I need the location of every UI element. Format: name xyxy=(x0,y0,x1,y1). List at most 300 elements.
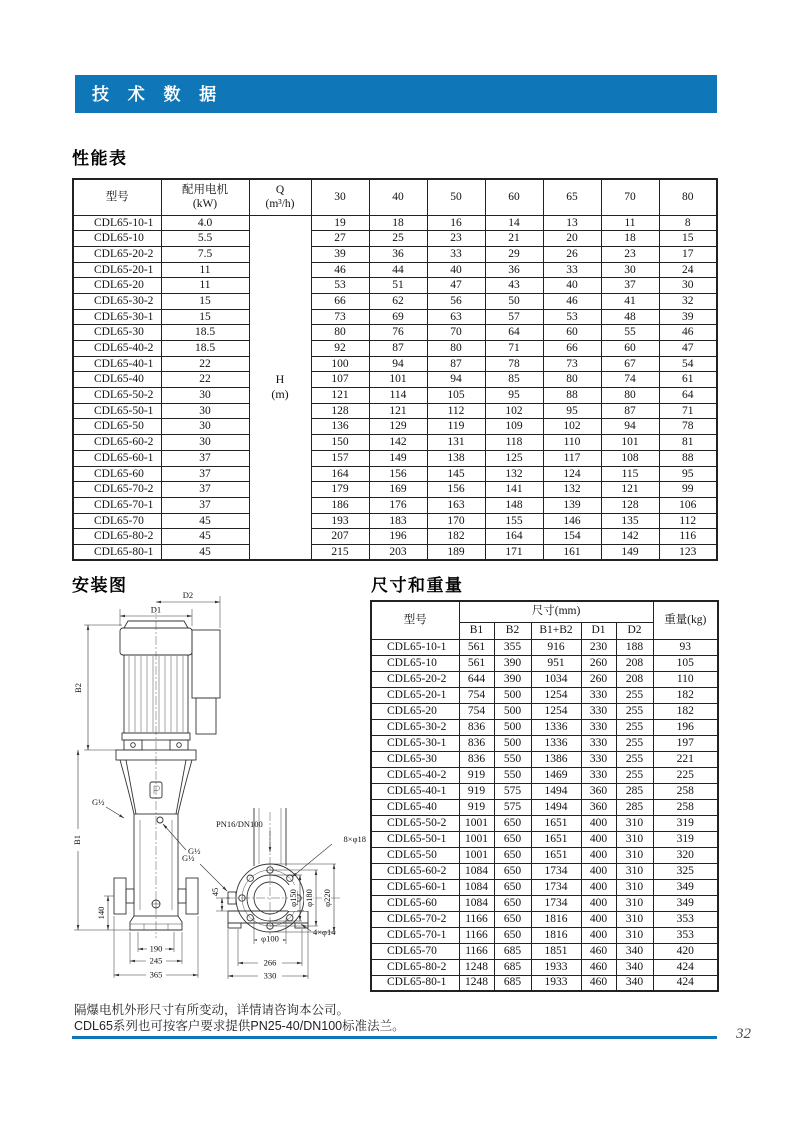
power-cell: 37 xyxy=(161,466,249,482)
model-cell: CDL65-20 xyxy=(73,278,161,294)
size-cell: 310 xyxy=(616,815,653,831)
flange-end-view xyxy=(182,808,366,981)
dim-label-45: 45 xyxy=(210,887,220,897)
size-cell: 310 xyxy=(616,831,653,847)
dimensions-row xyxy=(371,927,718,943)
head-value-cell: 47 xyxy=(659,341,717,357)
head-value-cell: 87 xyxy=(369,341,427,357)
footnote-2: CDL65系列也可按客户要求提供PN25-40/DN100标准法兰。 xyxy=(74,1019,405,1033)
head-value-cell: 176 xyxy=(369,497,427,513)
dimensions-row xyxy=(371,863,718,879)
model-cell: CDL65-40-2 xyxy=(371,767,459,783)
dim-label-180: φ180 xyxy=(304,889,314,907)
head-value-cell: 71 xyxy=(659,403,717,419)
size-cell: 1933 xyxy=(531,959,581,975)
size-cell: 390 xyxy=(494,655,531,671)
model-cell: CDL65-70-2 xyxy=(371,911,459,927)
head-value-cell: 23 xyxy=(601,246,659,262)
dimensions-row xyxy=(371,671,718,687)
model-cell: CDL65-50 xyxy=(371,847,459,863)
power-cell: 11 xyxy=(161,278,249,294)
performance-row xyxy=(73,466,717,482)
head-value-cell: 150 xyxy=(311,435,369,451)
weight-cell: 182 xyxy=(653,687,718,703)
motor-label: 配用电机 xyxy=(182,183,228,196)
head-value-cell: 105 xyxy=(427,388,485,404)
size-cell: 208 xyxy=(616,671,653,687)
dim-label-d2: D2 xyxy=(182,590,194,600)
performance-row xyxy=(73,215,717,231)
size-cell: 255 xyxy=(616,703,653,719)
head-value-cell: 74 xyxy=(601,372,659,388)
size-cell: 400 xyxy=(581,847,616,863)
head-value-cell: 100 xyxy=(311,356,369,372)
size-cell: 1248 xyxy=(459,959,494,975)
head-value-cell: 29 xyxy=(485,246,543,262)
dimensions-row xyxy=(371,783,718,799)
h-label: H xyxy=(275,372,285,387)
size-cell: 561 xyxy=(459,639,494,655)
size-cell: 1001 xyxy=(459,847,494,863)
size-cell: 400 xyxy=(581,815,616,831)
dimensions-row xyxy=(371,767,718,783)
col-b2: B2 xyxy=(494,622,531,639)
size-cell: 685 xyxy=(494,975,531,991)
dimensions-row xyxy=(371,751,718,767)
head-value-cell: 182 xyxy=(427,529,485,545)
model-cell: CDL65-20 xyxy=(371,703,459,719)
size-cell: 919 xyxy=(459,783,494,799)
head-value-cell: 80 xyxy=(427,341,485,357)
dim-label-365: 365 xyxy=(149,969,163,980)
head-value-cell: 125 xyxy=(485,450,543,466)
size-cell: 550 xyxy=(494,767,531,783)
head-value-cell: 149 xyxy=(601,544,659,560)
dim-label-330: 330 xyxy=(263,970,277,981)
head-value-cell: 15 xyxy=(659,231,717,247)
head-value-cell: 99 xyxy=(659,482,717,498)
head-value-cell: 139 xyxy=(543,497,601,513)
size-cell: 919 xyxy=(459,767,494,783)
size-cell: 400 xyxy=(581,879,616,895)
dim-label-150: φ150 xyxy=(288,889,298,907)
head-value-cell: 39 xyxy=(311,246,369,262)
head-value-cell: 87 xyxy=(427,356,485,372)
model-cell: CDL65-70 xyxy=(73,513,161,529)
head-value-cell: 78 xyxy=(659,419,717,435)
dimensions-row xyxy=(371,975,718,991)
head-value-cell: 164 xyxy=(311,466,369,482)
discharge-flange xyxy=(186,878,198,914)
head-value-cell: 138 xyxy=(427,450,485,466)
head-value-cell: 101 xyxy=(369,372,427,388)
head-value-cell: 156 xyxy=(427,482,485,498)
head-value-cell: 85 xyxy=(485,372,543,388)
head-value-cell: 183 xyxy=(369,513,427,529)
size-cell: 1651 xyxy=(531,831,581,847)
head-value-cell: 23 xyxy=(427,231,485,247)
model-cell: CDL65-50 xyxy=(73,419,161,435)
size-cell: 1734 xyxy=(531,879,581,895)
weight-cell: 420 xyxy=(653,943,718,959)
head-value-cell: 24 xyxy=(659,262,717,278)
size-cell: 230 xyxy=(581,639,616,655)
power-cell: 7.5 xyxy=(161,246,249,262)
performance-row xyxy=(73,482,717,498)
power-cell: 4.0 xyxy=(161,215,249,231)
weight-cell: 93 xyxy=(653,639,718,655)
page-number: 32 xyxy=(736,1026,751,1042)
size-cell: 1816 xyxy=(531,911,581,927)
dimensions-row xyxy=(371,719,718,735)
col-flow-60: 60 xyxy=(485,179,543,215)
power-cell: 30 xyxy=(161,403,249,419)
head-value-cell: 129 xyxy=(369,419,427,435)
col-d1: D1 xyxy=(581,622,616,639)
performance-row xyxy=(73,325,717,341)
size-cell: 255 xyxy=(616,751,653,767)
head-value-cell: 53 xyxy=(543,309,601,325)
head-value-cell: 95 xyxy=(543,403,601,419)
head-value-cell: 186 xyxy=(311,497,369,513)
model-cell: CDL65-30-2 xyxy=(371,719,459,735)
col-b1b2: B1+B2 xyxy=(531,622,581,639)
size-cell: 1494 xyxy=(531,783,581,799)
size-cell: 310 xyxy=(616,911,653,927)
head-value-cell: 16 xyxy=(427,215,485,231)
head-value-cell: 169 xyxy=(369,482,427,498)
head-value-cell: 94 xyxy=(369,356,427,372)
head-value-cell: 46 xyxy=(311,262,369,278)
model-cell: CDL65-60 xyxy=(371,895,459,911)
model-cell: CDL65-30-2 xyxy=(73,293,161,309)
size-cell: 255 xyxy=(616,719,653,735)
size-cell: 1084 xyxy=(459,863,494,879)
head-value-cell: 66 xyxy=(543,341,601,357)
head-value-cell: 170 xyxy=(427,513,485,529)
head-value-cell: 80 xyxy=(601,388,659,404)
section-title: 技 术 数 据 xyxy=(92,85,224,104)
size-cell: 650 xyxy=(494,879,531,895)
dimensions-row xyxy=(371,879,718,895)
model-cell: CDL65-40-1 xyxy=(73,356,161,372)
power-cell: 37 xyxy=(161,450,249,466)
head-value-cell: 203 xyxy=(369,544,427,560)
head-value-cell: 78 xyxy=(485,356,543,372)
size-cell: 1084 xyxy=(459,879,494,895)
size-cell: 550 xyxy=(494,751,531,767)
base-holes-label: 4×φ14 xyxy=(313,927,336,937)
head-value-cell: 11 xyxy=(601,215,659,231)
head-value-cell: 109 xyxy=(485,419,543,435)
weight-cell: 319 xyxy=(653,815,718,831)
performance-table xyxy=(72,178,718,561)
motor-unit: (kW) xyxy=(192,198,218,211)
size-group-header: 尺寸(mm) xyxy=(459,601,653,622)
weight-cell: 349 xyxy=(653,895,718,911)
head-value-cell: 57 xyxy=(485,309,543,325)
size-cell: 260 xyxy=(581,671,616,687)
model-cell: CDL65-20-1 xyxy=(371,687,459,703)
head-value-cell: 215 xyxy=(311,544,369,560)
size-cell: 1734 xyxy=(531,863,581,879)
head-value-cell: 121 xyxy=(601,482,659,498)
col-flow-80: 80 xyxy=(659,179,717,215)
head-value-cell: 123 xyxy=(659,544,717,560)
dim-label-d1: D1 xyxy=(150,604,162,615)
size-cell: 330 xyxy=(581,687,616,703)
dim-label-100: φ100 xyxy=(261,933,279,944)
model-cell: CDL65-20-2 xyxy=(371,671,459,687)
size-cell: 255 xyxy=(616,767,653,783)
size-cell: 836 xyxy=(459,735,494,751)
performance-title: 性能表 xyxy=(72,149,128,168)
size-cell: 650 xyxy=(494,847,531,863)
head-value-cell: 51 xyxy=(369,278,427,294)
q-unit: (m³/h) xyxy=(265,198,295,211)
dimensions-row xyxy=(371,639,718,655)
head-value-cell: 44 xyxy=(369,262,427,278)
head-value-cell: 76 xyxy=(369,325,427,341)
head-value-cell: 48 xyxy=(601,309,659,325)
head-value-cell: 161 xyxy=(543,544,601,560)
dimensions-row xyxy=(371,847,718,863)
model-cell: CDL65-20-1 xyxy=(73,262,161,278)
dim-label-220: φ220 xyxy=(322,889,332,907)
model-cell: CDL65-50-1 xyxy=(73,403,161,419)
size-cell: 1933 xyxy=(531,975,581,991)
size-cell: 836 xyxy=(459,719,494,735)
size-cell: 285 xyxy=(616,783,653,799)
model-cell: CDL65-40-1 xyxy=(371,783,459,799)
dimensions-row xyxy=(371,911,718,927)
flange-spec-label: PN16/DN100 xyxy=(216,819,263,829)
size-cell: 685 xyxy=(494,959,531,975)
head-value-cell: 73 xyxy=(311,309,369,325)
dim-label-g-half-upper: G½ xyxy=(92,797,105,807)
size-cell: 310 xyxy=(616,847,653,863)
dimensions-row xyxy=(371,687,718,703)
dimensions-row xyxy=(371,703,718,719)
head-value-cell: 39 xyxy=(659,309,717,325)
performance-row xyxy=(73,388,717,404)
head-value-cell: 40 xyxy=(543,278,601,294)
head-value-cell: 63 xyxy=(427,309,485,325)
model-cell: CDL65-60 xyxy=(73,466,161,482)
head-value-cell: 18 xyxy=(601,231,659,247)
weight-cell: 197 xyxy=(653,735,718,751)
performance-row xyxy=(73,341,717,357)
dimensions-row xyxy=(371,959,718,975)
model-cell: CDL65-20-2 xyxy=(73,246,161,262)
col-model: 型号 xyxy=(371,601,459,639)
weight-cell: 196 xyxy=(653,719,718,735)
head-value-cell: 50 xyxy=(485,293,543,309)
head-value-cell: 69 xyxy=(369,309,427,325)
head-value-cell: 131 xyxy=(427,435,485,451)
head-value-cell: 70 xyxy=(427,325,485,341)
head-value-cell: 149 xyxy=(369,450,427,466)
size-cell: 460 xyxy=(581,943,616,959)
dimensions-header-row-1 xyxy=(371,601,718,622)
head-value-cell: 142 xyxy=(369,435,427,451)
model-cell: CDL65-80-1 xyxy=(73,544,161,560)
model-cell: CDL65-70-1 xyxy=(73,497,161,513)
size-cell: 919 xyxy=(459,799,494,815)
dim-label-266: 266 xyxy=(263,957,277,968)
performance-row xyxy=(73,435,717,451)
size-cell: 208 xyxy=(616,655,653,671)
model-cell: CDL65-10 xyxy=(73,231,161,247)
weight-cell: 319 xyxy=(653,831,718,847)
head-value-cell: 95 xyxy=(659,466,717,482)
size-cell: 1469 xyxy=(531,767,581,783)
model-cell: CDL65-10-1 xyxy=(371,639,459,655)
size-cell: 260 xyxy=(581,655,616,671)
model-cell: CDL65-40 xyxy=(371,799,459,815)
head-value-cell: 95 xyxy=(485,388,543,404)
size-cell: 1386 xyxy=(531,751,581,767)
head-value-cell: 61 xyxy=(659,372,717,388)
head-value-cell: 121 xyxy=(369,403,427,419)
weight-cell: 221 xyxy=(653,751,718,767)
head-value-cell: 62 xyxy=(369,293,427,309)
head-value-cell: 132 xyxy=(485,466,543,482)
head-value-cell: 40 xyxy=(427,262,485,278)
size-cell: 500 xyxy=(494,719,531,735)
head-value-cell: 107 xyxy=(311,372,369,388)
head-value-cell: 92 xyxy=(311,341,369,357)
dim-label-140: 140 xyxy=(96,906,106,920)
model-cell: CDL65-60-1 xyxy=(371,879,459,895)
head-value-cell: 146 xyxy=(543,513,601,529)
head-value-cell: 155 xyxy=(485,513,543,529)
dimensions-row xyxy=(371,735,718,751)
dimensions-row xyxy=(371,831,718,847)
head-value-cell: 102 xyxy=(485,403,543,419)
weight-cell: 225 xyxy=(653,767,718,783)
size-cell: 255 xyxy=(616,735,653,751)
size-cell: 340 xyxy=(616,959,653,975)
size-cell: 310 xyxy=(616,879,653,895)
power-cell: 22 xyxy=(161,356,249,372)
model-cell: CDL65-80-2 xyxy=(371,959,459,975)
head-value-cell: 41 xyxy=(601,293,659,309)
weight-cell: 424 xyxy=(653,959,718,975)
size-cell: 1034 xyxy=(531,671,581,687)
performance-row xyxy=(73,262,717,278)
h-unit: (m) xyxy=(271,387,289,402)
head-value-cell: 128 xyxy=(311,403,369,419)
size-cell: 754 xyxy=(459,687,494,703)
model-cell: CDL65-70-1 xyxy=(371,927,459,943)
head-value-cell: 21 xyxy=(485,231,543,247)
model-cell: CDL65-80-2 xyxy=(73,529,161,545)
size-cell: 400 xyxy=(581,863,616,879)
head-value-cell: 164 xyxy=(485,529,543,545)
weight-cell: 105 xyxy=(653,655,718,671)
col-model: 型号 xyxy=(73,179,161,215)
dim-label-g-half-vent: G½ xyxy=(188,846,201,856)
head-value-cell: 53 xyxy=(311,278,369,294)
q-label: Q xyxy=(275,183,285,196)
size-cell: 575 xyxy=(494,799,531,815)
size-cell: 1494 xyxy=(531,799,581,815)
performance-header-row xyxy=(73,179,717,215)
head-value-cell: 55 xyxy=(601,325,659,341)
installation-title: 安装图 xyxy=(72,576,128,595)
head-value-cell: 189 xyxy=(427,544,485,560)
head-value-cell: 171 xyxy=(485,544,543,560)
size-cell: 1166 xyxy=(459,943,494,959)
size-cell: 1816 xyxy=(531,927,581,943)
model-cell: CDL65-80-1 xyxy=(371,975,459,991)
head-value-cell: 193 xyxy=(311,513,369,529)
head-value-cell: 56 xyxy=(427,293,485,309)
size-cell: 400 xyxy=(581,831,616,847)
size-cell: 310 xyxy=(616,895,653,911)
size-cell: 460 xyxy=(581,959,616,975)
col-b1: B1 xyxy=(459,622,494,639)
head-value-cell: 128 xyxy=(601,497,659,513)
head-value-cell: 36 xyxy=(485,262,543,278)
col-flow xyxy=(249,179,311,215)
model-cell: CDL65-10 xyxy=(371,655,459,671)
head-value-cell: 19 xyxy=(311,215,369,231)
col-motor-power xyxy=(161,179,249,215)
size-cell: 1248 xyxy=(459,975,494,991)
head-value-cell: 47 xyxy=(427,278,485,294)
head-value-cell: 112 xyxy=(659,513,717,529)
model-cell: CDL65-70-2 xyxy=(73,482,161,498)
head-value-cell: 108 xyxy=(601,450,659,466)
head-value-cell: 20 xyxy=(543,231,601,247)
head-value-cell: 136 xyxy=(311,419,369,435)
size-cell: 360 xyxy=(581,799,616,815)
power-cell: 45 xyxy=(161,513,249,529)
size-cell: 188 xyxy=(616,639,653,655)
size-cell: 650 xyxy=(494,927,531,943)
size-cell: 310 xyxy=(616,927,653,943)
head-value-cell: 73 xyxy=(543,356,601,372)
vent-plug xyxy=(157,817,163,823)
col-d2: D2 xyxy=(616,622,653,639)
head-value-cell: 64 xyxy=(485,325,543,341)
bolt-holes-label: 8×φ18 xyxy=(343,834,366,844)
weight-cell: 325 xyxy=(653,863,718,879)
power-cell: 18.5 xyxy=(161,341,249,357)
model-cell: CDL65-30 xyxy=(73,325,161,341)
size-cell: 1734 xyxy=(531,895,581,911)
dim-label-190: 190 xyxy=(149,943,163,954)
head-value-cell: 196 xyxy=(369,529,427,545)
size-cell: 650 xyxy=(494,831,531,847)
size-cell: 460 xyxy=(581,975,616,991)
model-cell: CDL65-40 xyxy=(73,372,161,388)
head-value-cell: 101 xyxy=(601,435,659,451)
performance-row xyxy=(73,529,717,545)
head-value-cell: 33 xyxy=(543,262,601,278)
suction-flange xyxy=(114,878,126,914)
head-value-cell: 27 xyxy=(311,231,369,247)
head-value-cell: 116 xyxy=(659,529,717,545)
size-cell: 340 xyxy=(616,975,653,991)
head-value-cell: 33 xyxy=(427,246,485,262)
head-value-cell: 148 xyxy=(485,497,543,513)
head-value-cell: 142 xyxy=(601,529,659,545)
size-cell: 561 xyxy=(459,655,494,671)
head-value-cell: 64 xyxy=(659,388,717,404)
